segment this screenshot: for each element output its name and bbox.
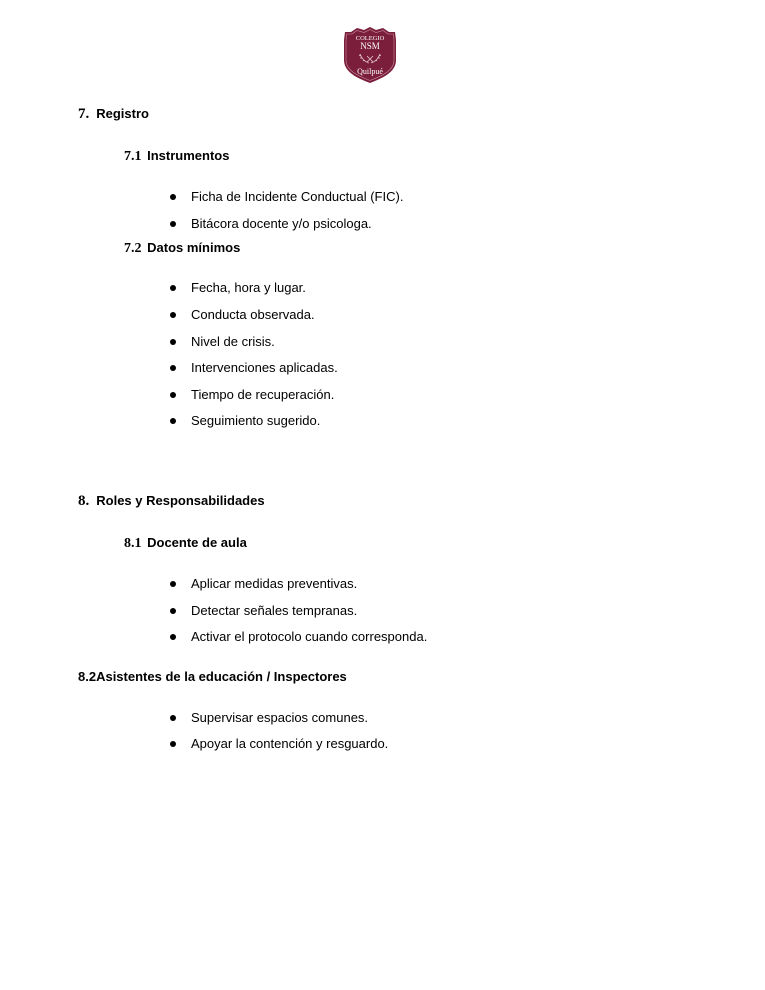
- logo-line3: Quilpué: [357, 67, 383, 76]
- list-item: Detectar señales tempranas.: [191, 603, 358, 618]
- list-item: Supervisar espacios comunes.: [191, 710, 369, 725]
- section-number: 7.: [78, 106, 90, 122]
- subsection-heading-8-2: [78, 669, 347, 684]
- bullet-icon: [170, 608, 176, 614]
- bullet-icon: [170, 339, 176, 345]
- subsection-number: 8.1: [124, 536, 142, 551]
- bullet-icon: [170, 418, 176, 424]
- list-item: Bitácora docente y/o psicologa.: [191, 216, 372, 231]
- school-crest-logo: [343, 26, 397, 84]
- list-item: Aplicar medidas preventivas.: [191, 576, 358, 591]
- list-item: Apoyar la contención y resguardo.: [191, 736, 389, 751]
- subsection-title: Instrumentos: [147, 148, 230, 163]
- bullet-icon: [170, 581, 176, 587]
- list-item: Tiempo de recuperación.: [191, 387, 335, 402]
- logo-line1: COLEGIO: [355, 35, 385, 42]
- subsection-title: Datos mínimos: [147, 240, 241, 255]
- logo-line2: NSM: [360, 41, 380, 51]
- bullet-icon: [170, 392, 176, 398]
- list-item: Ficha de Incidente Conductual (FIC).: [191, 189, 404, 204]
- list-item: Activar el protocolo cuando corresponda.: [191, 629, 428, 644]
- section-heading-7: [78, 106, 149, 123]
- bullet-icon: [170, 634, 176, 640]
- list-item: Nivel de crisis.: [191, 334, 275, 349]
- subsection-number: 8.2: [78, 669, 97, 684]
- subsection-number: 7.2: [124, 241, 142, 256]
- bullet-icon: [170, 194, 176, 200]
- subsection-heading-7-2: [124, 240, 240, 257]
- section-title: Registro: [96, 106, 149, 121]
- subsection-title: Asistentes de la educación / Inspectores: [96, 669, 347, 684]
- list-item: Conducta observada.: [191, 307, 315, 322]
- list-item: Intervenciones aplicadas.: [191, 360, 338, 375]
- subsection-number: 7.1: [124, 149, 142, 164]
- bullet-icon: [170, 285, 176, 291]
- subsection-heading-7-1: [124, 148, 229, 165]
- list-item: Fecha, hora y lugar.: [191, 280, 306, 295]
- subsection-heading-8-1: [124, 535, 247, 552]
- subsection-title: Docente de aula: [147, 535, 247, 550]
- bullet-icon: [170, 221, 176, 227]
- bullet-icon: [170, 312, 176, 318]
- bullet-icon: [170, 715, 176, 721]
- section-number: 8.: [78, 493, 90, 509]
- section-heading-8: [78, 493, 265, 510]
- bullet-icon: [170, 365, 176, 371]
- section-title: Roles y Responsabilidades: [96, 493, 265, 508]
- list-item: Seguimiento sugerido.: [191, 413, 321, 428]
- bullet-icon: [170, 741, 176, 747]
